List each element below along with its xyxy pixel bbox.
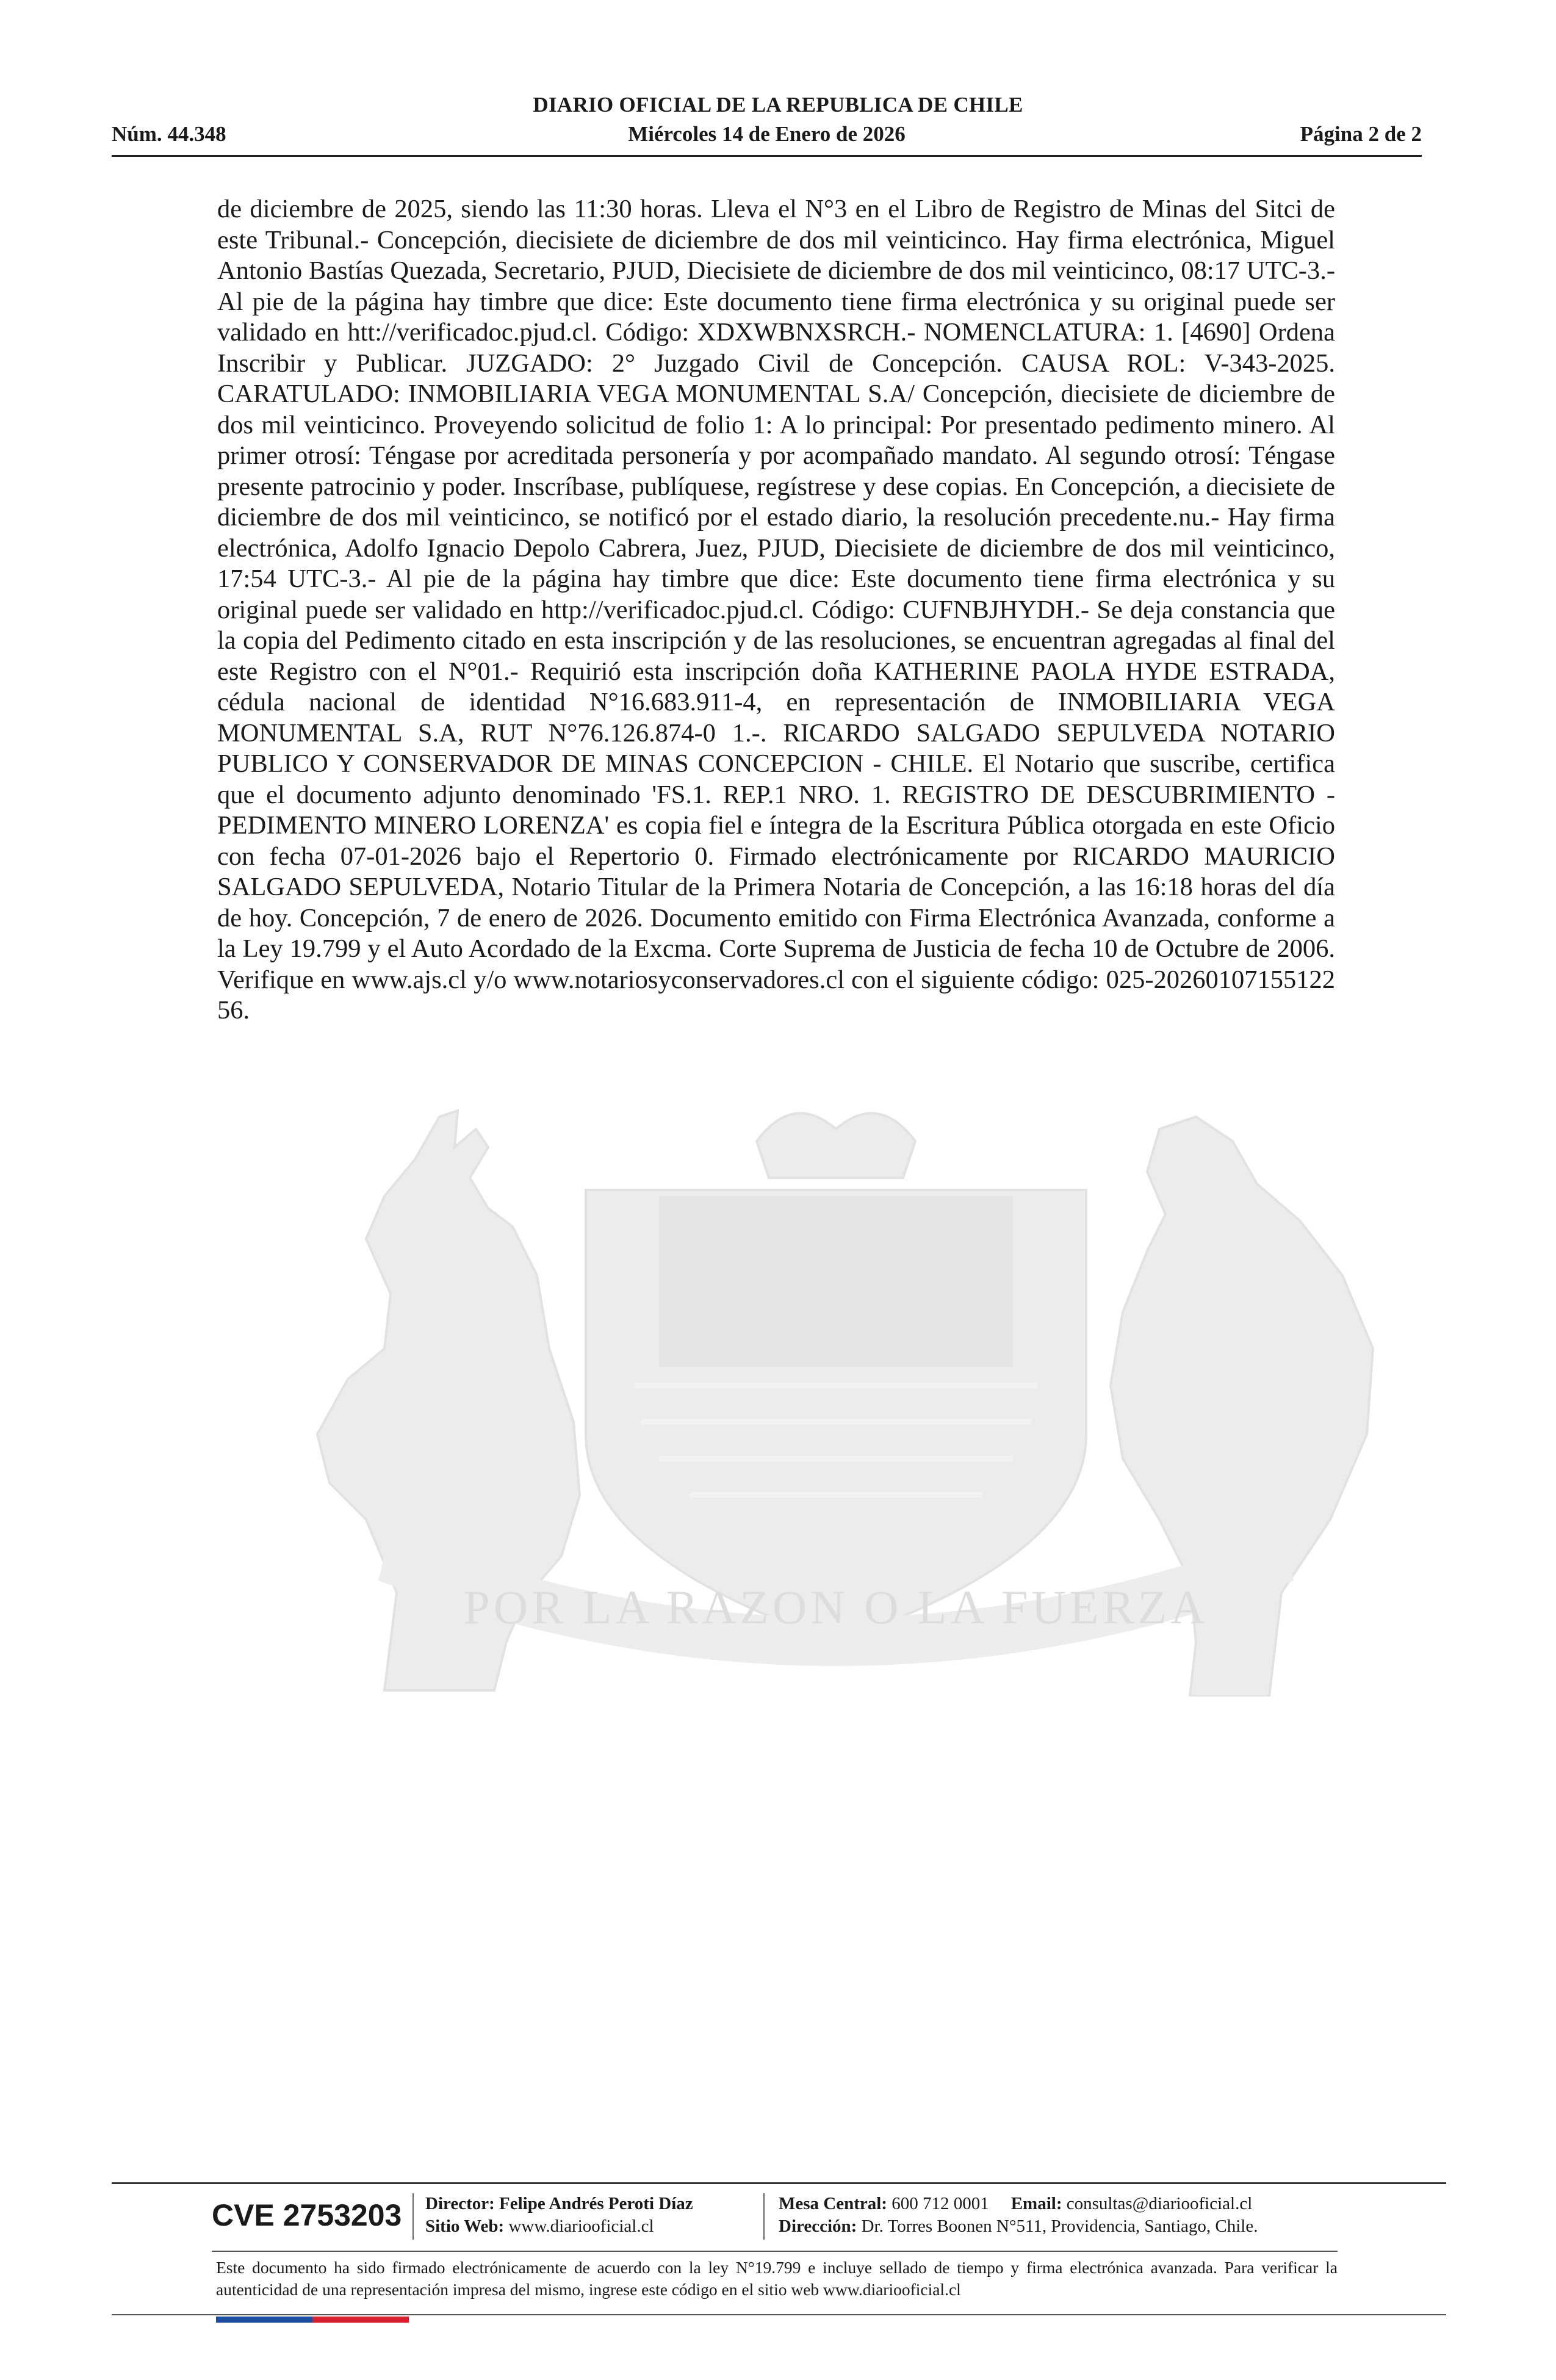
director-label: Director: <box>425 2194 495 2213</box>
flag-stripe-red <box>312 2317 409 2323</box>
footer-middle-divider <box>212 2251 1338 2252</box>
site-link[interactable]: www.diariooficial.cl <box>508 2216 654 2236</box>
document-body: de diciembre de 2025, siendo las 11:30 horas. Lleva el N°3 en el Libro de Registro de Minas del Sitci de este Tribunal.- Concepción, diecisiete de diciembre de dos mil veinticinco. Hay firma electrónica, Miguel Antonio Bastías Quezada, Secretario, PJUD, Diecisiete de diciembre de dos mil veinticinco, 08:17 UTC-3.- Al pie de la página hay timbre que dice: Este documento tiene firma electrónica y su original puede ser validado en htt://verificadoc.pjud.cl. Código: XDXWBNXSRCH.- NOMENCLATURA: 1. [4690] Ordena Inscribir y Publicar. JUZGADO: 2° Juzgado Civil de Concepción. CAUSA ROL: V-343-2025. CARATULADO: INMOBILIARIA VEGA MONUMENTAL S.A/ Concepción, diecisiete de diciembre de dos mil veinticinco. Proveyendo solicitud de folio 1: A lo principal: Por presentado pedimento minero. Al primer otrosí: Téngase por acreditada personería y por acompañado mandato. Al segundo otrosí: Téngase presente patrocinio y poder. Inscríbase, publíquese, regístrese y dese copias. En Concepción, a diecisiete de diciembre de dos mil veinticinco, se notificó por el estado diario, la resolución precedente.nu.- Hay firma electrónica, Adolfo Ignacio Depolo Cabrera, Juez, PJUD, Diecisiete de diciembre de dos mil veinticinco, 17:54 UTC-3.- Al pie de la página hay timbre que dice: Este documento tiene firma electrónica y su original puede ser validado en http://verificadoc.pjud.cl. Código: CUFNBJHYDH.- Se deja constancia que la copia del Pedimento citado en esta inscripción y de las resoluciones, se encuentran agregadas al final del este Registro con el N°01.- Requirió esta inscripción doña KATHERINE PAOLA HYDE ESTRADA, cédula nacional de identidad N°16.683.911-4, en representación de INMOBILIARIA VEGA MONUMENTAL S.A, RUT N°76.126.874-0 1.-. RICARDO SALGADO SEPULVEDA NOTARIO PUBLICO Y CONSERVADOR DE MINAS CONCEPCION - CHILE. El Notario que suscribe, certifica que el documento adjunto denominado 'FS.1. REP.1 NRO. 1. REGISTRO DE DESCUBRIMIENTO - PEDIMENTO MINERO LORENZA' es copia fiel e íntegra de la Escritura Pública otorgada en este Oficio con fecha 07-01-2026 bajo el Repertorio 0. Firmado electrónicamente por RICARDO MAURICIO SALGADO SEPULVEDA, Notario Titular de la Primera Notaria de Concepción, a las 16:18 horas del día de hoy. Concepción, 7 de enero de 2026. Documento emitido con Firma Electrónica Avanzada, conforme a la Ley 19.799 y el Auto Acordado de la Excma. Corte Suprema de Justicia de fecha 10 de Octubre de 2006. Verifique en www.ajs.cl y/o www.notariosyconservadores.cl con el siguiente código: 025-20260107155122 56. <box>217 195 1335 1025</box>
issue-date: Miércoles 14 de Enero de 2026 <box>628 122 906 146</box>
coat-of-arms-watermark-icon <box>293 1092 1379 1697</box>
site-label: Sitio Web: <box>425 2216 505 2236</box>
mesa-central-label: Mesa Central: <box>779 2194 887 2213</box>
cve-code: CVE 2753203 <box>212 2198 402 2232</box>
mesa-central-phone: 600 712 0001 <box>891 2194 989 2213</box>
footer-top-divider <box>112 2182 1446 2184</box>
header-divider <box>112 155 1422 157</box>
issue-number: Núm. 44.348 <box>112 122 226 146</box>
footer-separator <box>763 2193 765 2240</box>
address-label: Dirección: <box>779 2216 857 2236</box>
header-row <box>112 122 1422 149</box>
footer-bottom-divider <box>112 2314 1446 2315</box>
publication-title: DIARIO OFICIAL DE LA REPUBLICA DE CHILE <box>533 93 1023 117</box>
email-label: Email: <box>1010 2194 1062 2213</box>
footer-contact-column <box>779 2193 1258 2238</box>
watermark-motto: POR LA RAZON O LA FUERZA <box>463 1581 1209 1634</box>
director-name: Felipe Andrés Peroti Díaz <box>499 2194 693 2213</box>
page-indicator: Página 2 de 2 <box>1300 122 1422 146</box>
email-link[interactable]: consultas@diariooficial.cl <box>1066 2194 1253 2213</box>
legal-notice: Este documento ha sido firmado electrónicamente de acuerdo con la ley N°19.799 e incluye sellado de tiempo y firma electrónica avanzada. Para verificar la autenticidad de una representación impresa del mismo, ingrese este código en el sitio web www.diariooficial.cl <box>216 2258 1338 2299</box>
flag-stripe-blue <box>216 2317 312 2323</box>
footer-separator <box>412 2193 414 2240</box>
footer-director-column <box>425 2193 693 2238</box>
address-value: Dr. Torres Boonen N°511, Providencia, Santiago, Chile. <box>861 2216 1258 2236</box>
